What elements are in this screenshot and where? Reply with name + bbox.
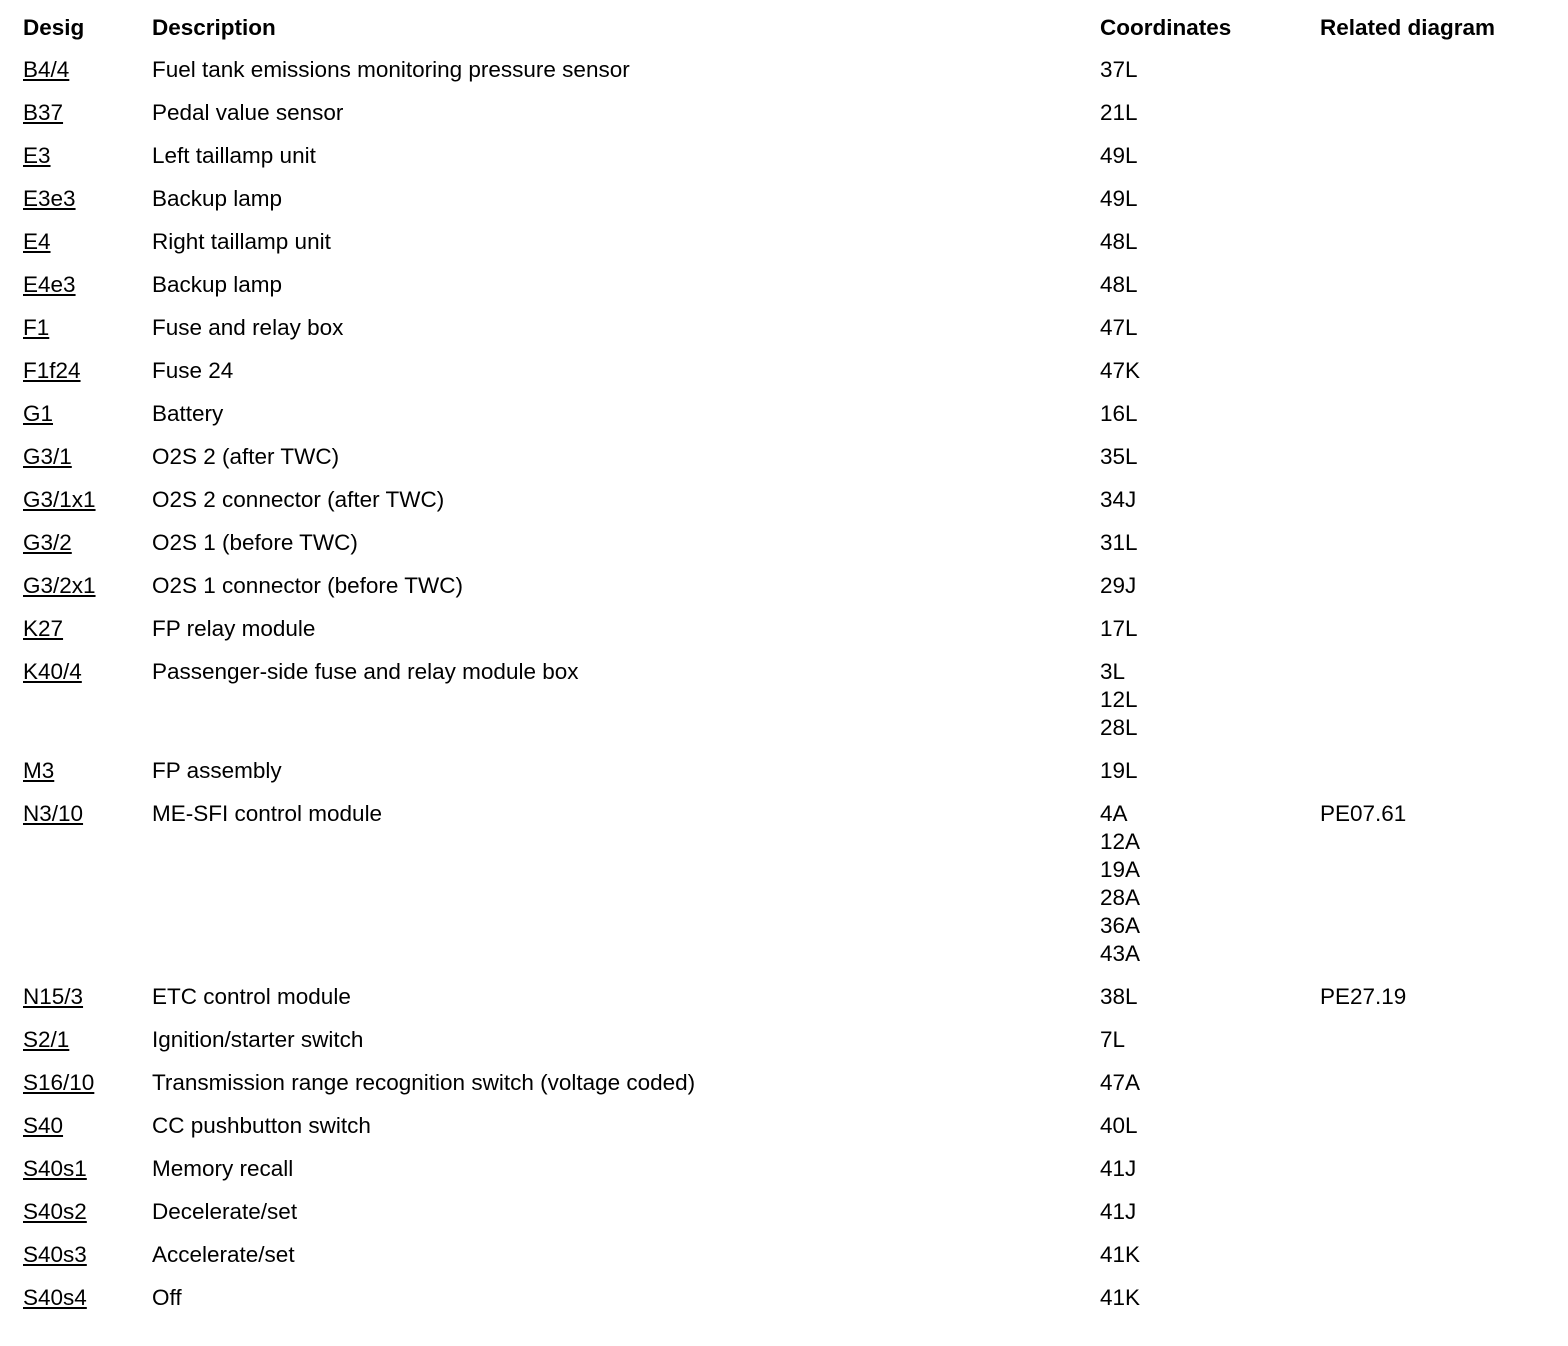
coordinates-cell — [1100, 800, 1320, 968]
related-diagram-cell — [1320, 400, 1568, 428]
desig-link[interactable]: E4 — [23, 229, 51, 254]
coordinate-value: 34J — [1100, 487, 1137, 512]
related-diagram-cell — [1320, 1155, 1568, 1183]
header-desig: Desig — [23, 15, 85, 40]
coordinate-value: 21L — [1100, 100, 1138, 125]
description-cell: Accelerate/set — [152, 1242, 295, 1267]
desig-link[interactable]: S40s1 — [23, 1156, 87, 1181]
coordinates-cell — [1100, 142, 1320, 170]
coordinate-value: 28L — [1100, 715, 1138, 740]
description-cell: O2S 2 connector (after TWC) — [152, 487, 445, 512]
coordinates-cell — [1100, 400, 1320, 428]
table-row — [0, 1026, 1568, 1069]
description-cell: ME-SFI control module — [152, 801, 383, 826]
description-cell: Decelerate/set — [152, 1199, 298, 1224]
coordinates-cell — [1100, 1112, 1320, 1140]
description-cell: O2S 1 (before TWC) — [152, 530, 358, 555]
desig-cell — [0, 800, 152, 968]
table-row — [0, 357, 1568, 400]
description-cell: Pedal value sensor — [152, 100, 344, 125]
coordinates-cell — [1100, 983, 1320, 1011]
coordinate-value: 7L — [1100, 1027, 1126, 1052]
header-related-diagram: Related diagram — [1320, 15, 1496, 40]
desig-link[interactable]: S40s3 — [23, 1242, 87, 1267]
related-diagram-cell — [1320, 1198, 1568, 1226]
coordinate-value: 28A — [1100, 885, 1141, 910]
coordinates-cell — [1100, 486, 1320, 514]
related-diagram-cell — [1320, 314, 1568, 342]
desig-link[interactable]: E4e3 — [23, 272, 76, 297]
table-row — [0, 314, 1568, 357]
coordinates-cell — [1100, 228, 1320, 256]
coordinate-value: 12L — [1100, 687, 1138, 712]
table-row — [0, 1155, 1568, 1198]
related-diagram-cell: PE07.61 — [1320, 801, 1407, 826]
coordinate-value: 3L — [1100, 659, 1126, 684]
coordinate-value: 48L — [1100, 272, 1138, 297]
desig-link[interactable]: B37 — [23, 100, 64, 125]
desig-cell — [0, 983, 152, 1011]
desig-link[interactable]: N3/10 — [23, 801, 84, 826]
desig-cell — [0, 615, 152, 643]
table-row — [0, 486, 1568, 529]
related-diagram-cell — [1320, 1241, 1568, 1269]
related-diagram-cell — [1320, 572, 1568, 600]
desig-link[interactable]: F1f24 — [23, 358, 81, 383]
coordinate-value: 41K — [1100, 1285, 1141, 1310]
desig-cell — [0, 1198, 152, 1226]
header-description: Description — [152, 15, 276, 40]
related-diagram-cell — [1320, 142, 1568, 170]
table-row — [0, 615, 1568, 658]
description-cell: Backup lamp — [152, 272, 283, 297]
desig-link[interactable]: K40/4 — [23, 659, 82, 684]
table-row — [0, 658, 1568, 757]
desig-cell — [0, 1241, 152, 1269]
coordinate-value: 29J — [1100, 573, 1137, 598]
description-cell: FP assembly — [152, 758, 282, 783]
related-diagram-cell — [1320, 658, 1568, 742]
desig-cell — [0, 1112, 152, 1140]
coordinate-value: 49L — [1100, 186, 1138, 211]
description-cell: Memory recall — [152, 1156, 294, 1181]
desig-cell — [0, 314, 152, 342]
related-diagram-cell — [1320, 185, 1568, 213]
desig-cell — [0, 228, 152, 256]
related-diagram-cell — [1320, 228, 1568, 256]
description-cell: Fuel tank emissions monitoring pressure sensor — [152, 57, 630, 82]
coordinate-value: 35L — [1100, 444, 1138, 469]
description-cell: Fuse 24 — [152, 358, 234, 383]
desig-link[interactable]: G3/2x1 — [23, 573, 96, 598]
related-diagram-cell — [1320, 99, 1568, 127]
coordinate-value: 41J — [1100, 1199, 1137, 1224]
desig-cell — [0, 757, 152, 785]
table-row — [0, 56, 1568, 99]
desig-link[interactable]: B4/4 — [23, 57, 70, 82]
desig-cell — [0, 1284, 152, 1312]
desig-cell — [0, 1026, 152, 1054]
coordinates-cell — [1100, 572, 1320, 600]
table-row — [0, 983, 1568, 1026]
table-row — [0, 99, 1568, 142]
desig-link[interactable]: G3/2 — [23, 530, 72, 555]
coordinates-cell — [1100, 1241, 1320, 1269]
related-diagram-cell — [1320, 1026, 1568, 1054]
coordinates-cell — [1100, 1284, 1320, 1312]
header-coordinates: Coordinates — [1100, 15, 1232, 40]
table-row — [0, 271, 1568, 314]
table-row — [0, 228, 1568, 271]
desig-link[interactable]: M3 — [23, 758, 55, 783]
table-row — [0, 1284, 1568, 1327]
table-row — [0, 142, 1568, 185]
description-cell: Off — [152, 1285, 182, 1310]
description-cell: CC pushbutton switch — [152, 1113, 371, 1138]
table-row — [0, 757, 1568, 800]
description-cell: O2S 2 (after TWC) — [152, 444, 340, 469]
coordinate-value: 43A — [1100, 941, 1141, 966]
desig-cell — [0, 56, 152, 84]
table-row — [0, 1069, 1568, 1112]
desig-cell — [0, 529, 152, 557]
related-diagram-cell — [1320, 357, 1568, 385]
desig-link[interactable]: S2/1 — [23, 1027, 70, 1052]
coordinate-value: 38L — [1100, 984, 1138, 1009]
coordinates-cell — [1100, 1069, 1320, 1097]
description-cell: Ignition/starter switch — [152, 1027, 364, 1052]
desig-link[interactable]: S40 — [23, 1113, 64, 1138]
desig-link[interactable]: G1 — [23, 401, 54, 426]
description-cell: Transmission range recognition switch (voltage coded) — [152, 1070, 696, 1095]
coordinate-value: 36A — [1100, 913, 1141, 938]
coordinates-cell — [1100, 658, 1320, 742]
coordinates-cell — [1100, 615, 1320, 643]
desig-cell — [0, 271, 152, 299]
related-diagram-cell — [1320, 529, 1568, 557]
table-row — [0, 529, 1568, 572]
desig-link[interactable]: N15/3 — [23, 984, 84, 1009]
table-row — [0, 443, 1568, 486]
related-diagram-cell — [1320, 56, 1568, 84]
description-cell: Backup lamp — [152, 186, 283, 211]
coordinates-cell — [1100, 314, 1320, 342]
related-diagram-cell — [1320, 1284, 1568, 1312]
coordinate-value: 17L — [1100, 616, 1138, 641]
table-row — [0, 400, 1568, 443]
coordinates-cell — [1100, 271, 1320, 299]
header-row — [0, 0, 1568, 56]
related-diagram-cell — [1320, 615, 1568, 643]
related-diagram-cell — [1320, 1069, 1568, 1097]
coordinates-cell — [1100, 1155, 1320, 1183]
description-cell: O2S 1 connector (before TWC) — [152, 573, 463, 598]
desig-cell — [0, 443, 152, 471]
description-cell: Left taillamp unit — [152, 143, 316, 168]
coordinate-value: 47K — [1100, 358, 1141, 383]
desig-cell — [0, 1155, 152, 1183]
coordinate-value: 41K — [1100, 1242, 1141, 1267]
related-diagram-cell — [1320, 486, 1568, 514]
coordinates-cell — [1100, 357, 1320, 385]
related-diagram-cell — [1320, 757, 1568, 785]
desig-link[interactable]: S16/10 — [23, 1070, 95, 1095]
coordinate-value: 12A — [1100, 829, 1141, 854]
coordinates-cell — [1100, 529, 1320, 557]
description-cell: Battery — [152, 401, 224, 426]
description-cell: Right taillamp unit — [152, 229, 331, 254]
coordinate-value: 49L — [1100, 143, 1138, 168]
coordinate-value: 47L — [1100, 315, 1138, 340]
related-diagram-cell — [1320, 1112, 1568, 1140]
table-row — [0, 1198, 1568, 1241]
description-cell: FP relay module — [152, 616, 316, 641]
table-row — [0, 800, 1568, 983]
desig-link[interactable]: G3/1 — [23, 444, 72, 469]
desig-link[interactable]: K27 — [23, 616, 64, 641]
desig-link[interactable]: E3e3 — [23, 186, 76, 211]
coordinate-value: 37L — [1100, 57, 1138, 82]
desig-cell — [0, 572, 152, 600]
coordinate-value: 40L — [1100, 1113, 1138, 1138]
coordinate-value: 19A — [1100, 857, 1141, 882]
desig-cell — [0, 185, 152, 213]
description-cell: Fuse and relay box — [152, 315, 344, 340]
desig-link[interactable]: F1 — [23, 315, 50, 340]
desig-link[interactable]: S40s2 — [23, 1199, 87, 1224]
coordinates-cell — [1100, 56, 1320, 84]
coordinates-cell — [1100, 185, 1320, 213]
coordinates-cell — [1100, 1026, 1320, 1054]
coordinate-value: 19L — [1100, 758, 1138, 783]
coordinate-value: 41J — [1100, 1156, 1137, 1181]
coordinates-cell — [1100, 1198, 1320, 1226]
desig-cell — [0, 99, 152, 127]
related-diagram-cell — [1320, 443, 1568, 471]
desig-link[interactable]: S40s4 — [23, 1285, 87, 1310]
desig-cell — [0, 400, 152, 428]
desig-link[interactable]: E3 — [23, 143, 51, 168]
coordinate-value: 4A — [1100, 801, 1128, 826]
desig-cell — [0, 142, 152, 170]
table-row — [0, 185, 1568, 228]
desig-cell — [0, 357, 152, 385]
desig-link[interactable]: G3/1x1 — [23, 487, 96, 512]
coordinates-cell — [1100, 757, 1320, 785]
coordinate-value: 48L — [1100, 229, 1138, 254]
coordinate-value: 31L — [1100, 530, 1138, 555]
coordinates-cell — [1100, 99, 1320, 127]
description-cell: Passenger-side fuse and relay module box — [152, 659, 579, 684]
coordinate-value: 47A — [1100, 1070, 1141, 1095]
description-cell: ETC control module — [152, 984, 351, 1009]
coordinate-value: 16L — [1100, 401, 1138, 426]
desig-cell — [0, 658, 152, 742]
table-row — [0, 1112, 1568, 1155]
desig-cell — [0, 486, 152, 514]
table-row — [0, 1241, 1568, 1284]
related-diagram-cell — [1320, 271, 1568, 299]
table-row — [0, 572, 1568, 615]
coordinates-cell — [1100, 443, 1320, 471]
table-body — [0, 56, 1568, 1327]
desig-cell — [0, 1069, 152, 1097]
related-diagram-cell: PE27.19 — [1320, 984, 1407, 1009]
